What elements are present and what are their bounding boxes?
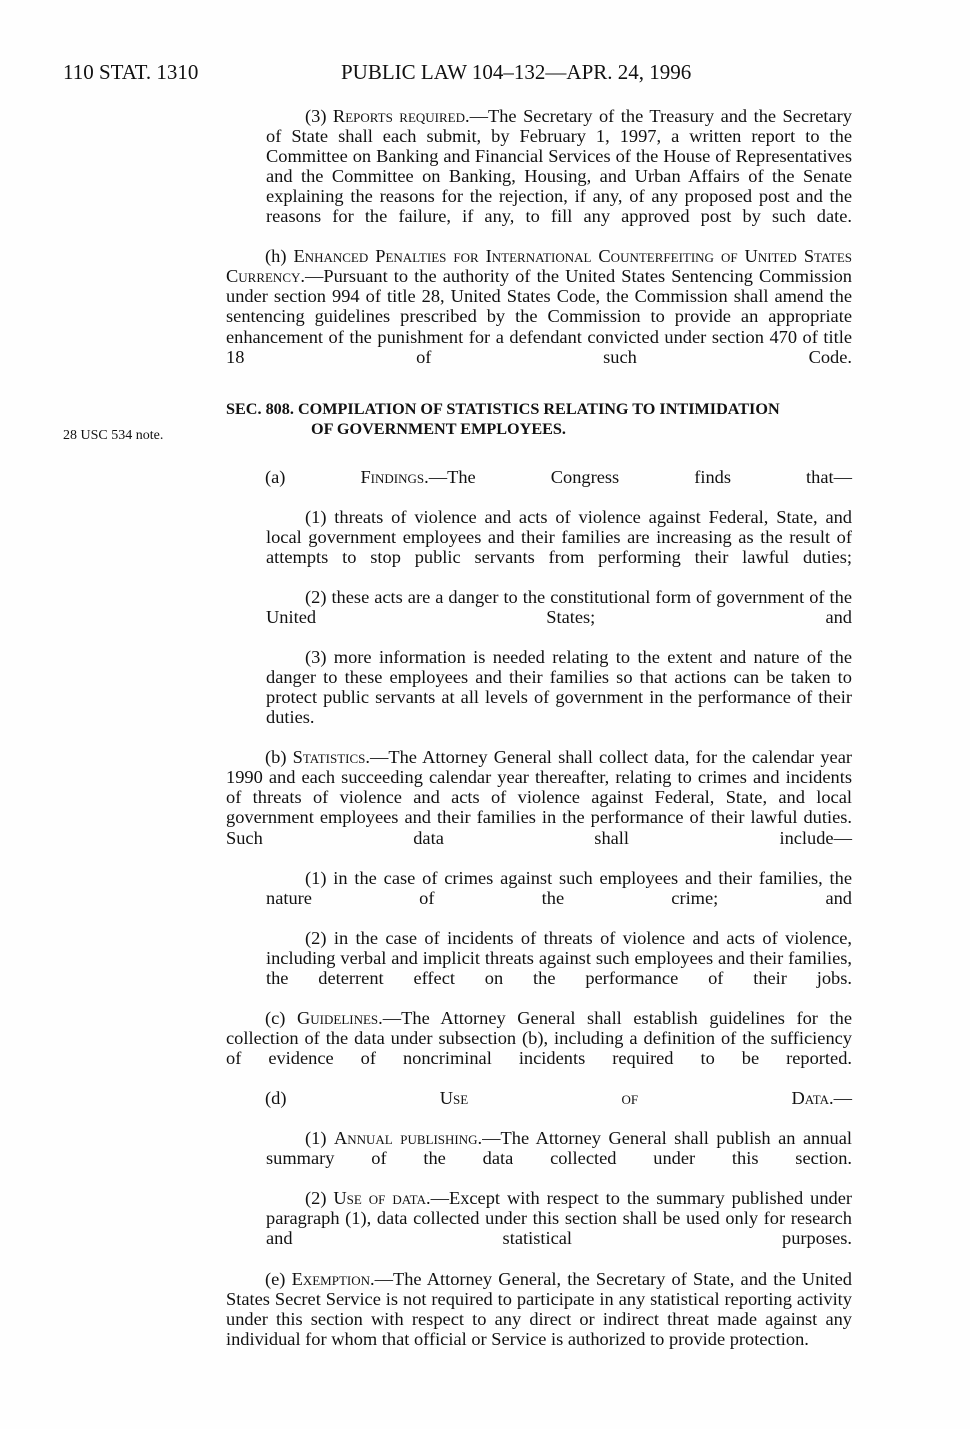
subsection-heading: Statistics. <box>292 747 370 768</box>
use-of-data-item-1 <box>226 1128 852 1188</box>
document-body <box>226 106 852 1349</box>
finding-3: (3) more information is needed relating to the extent and nature of the danger to these employees and their families so that actions can be taken to protect public servants at all levels of government in the performance of their duties. <box>266 647 852 728</box>
subsection-heading: Exemption. <box>291 1268 375 1289</box>
subsection-h <box>226 246 852 386</box>
paragraph-heading: Reports required. <box>332 106 470 126</box>
finding-1: (1) threats of violence and acts of violence against Federal, State, and local government employees and their families are increasing as the result of attempts to stop public servants from performing their lawful duties; <box>266 506 852 567</box>
paragraph-heading: Use of data. <box>333 1188 431 1209</box>
paragraph-text: —The Secretary of the Treasury and the Secretary of State shall each submit, by February 1, 1997, a written report to the Committee on Banking and Financial Services of the House of Representatives and the Committee on Banking, Housing, and Urban Affairs of the Senate explaining the reasons for the rejection, if any, of any proposed post and the reasons for the failure, if any, to fill any approved post by such date. <box>266 106 852 227</box>
statistics-item-1: (1) in the case of crimes against such employees and their families, the nature of the crime; and <box>266 867 852 908</box>
public-law-title: PUBLIC LAW 104–132—APR. 24, 1996 <box>341 60 692 84</box>
section-title: COMPILATION OF STATISTICS RELATING TO INTIMIDATION <box>297 399 780 418</box>
paragraph-number: (3) <box>305 106 333 126</box>
subsection-c <box>226 1008 852 1088</box>
subsection-letter: (b) <box>265 747 293 768</box>
subsection-d <box>226 1088 852 1128</box>
subsection-text: —The Attorney General shall establish guidelines for the collection of the data under subsection (b), including a definition of the sufficiency of evidence of noncriminal incidents required to be reported. <box>226 1007 852 1069</box>
paragraph-text: —The Attorney General shall publish an annual summary of the data collected under this section. <box>266 1128 852 1169</box>
section-number: SEC. 808. <box>226 399 298 418</box>
subsection-b <box>226 747 852 867</box>
subsection-text: —Pursuant to the authority of the United States Sentencing Commission under section 994 of title 28, United States Code, the Commission shall amend the sentencing guidelines prescribed by the Commission to provide an appropriate enhancement of the punishment for a defendant convicted under section 470 of title 18 of such Code. <box>226 266 852 367</box>
statute-page-number: 110 STAT. 1310 <box>63 60 199 84</box>
subsection-letter: (h) <box>265 246 294 267</box>
paragraph-reports-required <box>226 106 852 246</box>
subsection-heading: Use of Data. <box>439 1088 834 1109</box>
subsection-letter: (c) <box>265 1007 297 1028</box>
subsection-heading: Findings. <box>360 466 429 487</box>
subsection-letter: (e) <box>265 1268 292 1289</box>
subsection-heading: Enhanced Penalties for International Counterfeiting of United States Currency. <box>226 246 853 287</box>
paragraph-number: (1) <box>305 1128 334 1149</box>
statistics-item-2: (2) in the case of incidents of threats of violence and acts of violence, including verbal and implicit threats against such employees and their families, the deterrent effect on the performance of their jobs. <box>266 927 852 988</box>
paragraph-text: —Except with respect to the summary published under paragraph (1), data collected under this section shall be used only for research and statistical purposes. <box>266 1188 852 1249</box>
margin-note: 28 USC 534 note. <box>63 428 164 443</box>
finding-2: (2) these acts are a danger to the constitutional form of government of the United States; and <box>266 586 852 627</box>
subsection-a <box>226 467 852 507</box>
subsection-text: —The Congress finds that— <box>428 466 853 487</box>
paragraph-heading: Annual publishing. <box>333 1128 483 1149</box>
section-title-line2: OF GOVERNMENT EMPLOYEES. <box>311 419 566 438</box>
use-of-data-item-2 <box>226 1188 852 1268</box>
subsection-letter: (a) <box>265 466 361 487</box>
section-808-heading <box>226 399 852 459</box>
subsection-heading: Guidelines. <box>297 1007 383 1028</box>
subsection-text: — <box>833 1088 852 1109</box>
paragraph-number: (2) <box>305 1188 334 1209</box>
subsection-letter: (d) <box>265 1088 440 1109</box>
subsection-text: —The Attorney General, the Secretary of State, and the United States Secret Service is not required to participate in any statistical reporting activity under this section with respect to any direct or indirect threat made against any individual for whom that official or Service is authorized to provide protection. <box>226 1268 852 1349</box>
subsection-e <box>226 1269 852 1349</box>
subsection-text: —The Attorney General shall collect data, for the calendar year 1990 and each succeeding calendar year thereafter, relating to crimes and incidents of threats of violence and acts of violence against Federal, State, and local government employees and their families in the performance of their lawful duties. Such data shall include— <box>226 747 852 848</box>
